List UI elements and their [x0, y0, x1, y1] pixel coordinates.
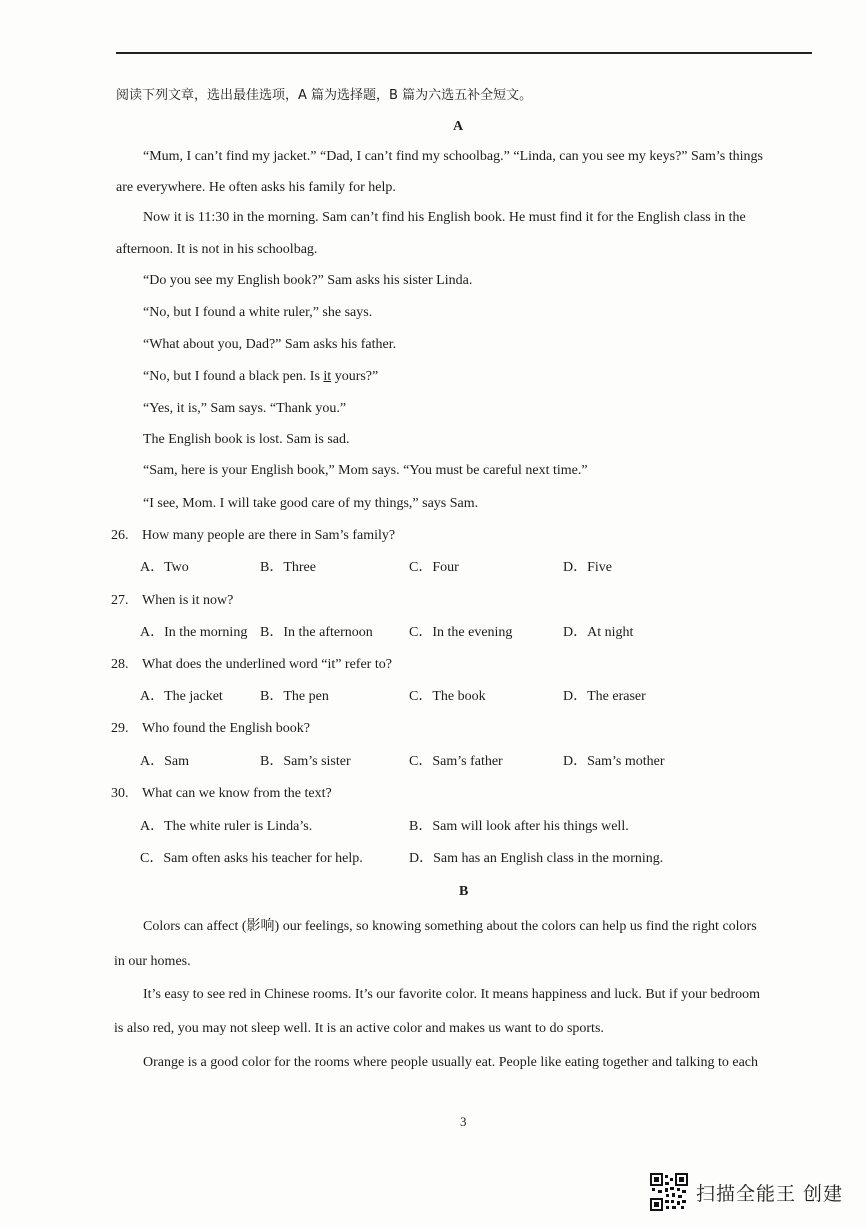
passage-b-line: It’s easy to see red in Chinese rooms. It’s our favorite color. It means happiness and luck. But if your bedroom: [143, 987, 761, 1002]
option-a: A．Sam: [140, 754, 189, 769]
passage-a-line: “Sam, here is your English book,” Mom says. “You must be careful next time.”: [143, 463, 588, 478]
option-d: D．Sam’s mother: [563, 754, 665, 769]
option-a: A．The white ruler is Linda’s.: [140, 819, 313, 834]
passage-b-line: is also red, you may not sleep well. It is an active color and makes us want to do sports.: [114, 1021, 604, 1036]
option-d: D．Five: [563, 560, 612, 575]
reading-instruction: 阅读下列文章，选出最佳选项，A 篇为选择题，B 篇为六选五补全短文。: [116, 88, 533, 103]
option-c: C．The book: [409, 689, 486, 704]
question-number: 26.: [111, 528, 129, 543]
option-b: B．The pen: [260, 689, 329, 704]
passage-b-line: in our homes.: [114, 954, 191, 969]
passage-a-line: “No, but I found a white ruler,” she says.: [143, 305, 373, 320]
page-number: 3: [460, 1114, 467, 1129]
question-text: What does the underlined word “it” refer to?: [142, 657, 392, 672]
option-d: D．At night: [563, 625, 634, 640]
option-c: C．Sam’s father: [409, 754, 503, 769]
option-d: D．Sam has an English class in the morning.: [409, 851, 664, 866]
passage-a-line: Now it is 11:30 in the morning. Sam can’t find his English book. He must find it for the English class in the: [143, 210, 746, 225]
passage-a-line: The English book is lost. Sam is sad.: [143, 432, 350, 447]
question-text: How many people are there in Sam’s family?: [142, 528, 396, 543]
option-c: C．In the evening: [409, 625, 513, 640]
scanner-watermark: [650, 1172, 843, 1212]
passage-b-line: Orange is a good color for the rooms where people usually eat. People like eating together and talking to each: [143, 1055, 759, 1070]
section-b-label: B: [459, 884, 469, 899]
option-b: B．Sam’s sister: [260, 754, 351, 769]
option-c: C．Sam often asks his teacher for help.: [140, 851, 363, 866]
question-number: 29.: [111, 721, 129, 736]
option-b: B．Three: [260, 560, 316, 575]
question-text: Who found the English book?: [142, 721, 310, 736]
passage-a-line: “Yes, it is,” Sam says. “Thank you.”: [143, 401, 347, 416]
passage-a-line-underlined-it: “No, but I found a black pen. Is it yours?”: [143, 369, 379, 384]
question-text: When is it now?: [142, 593, 234, 608]
question-text: What can we know from the text?: [142, 786, 332, 801]
option-a: A．The jacket: [140, 689, 223, 704]
passage-a-line: “Do you see my English book?” Sam asks his sister Linda.: [143, 273, 473, 288]
question-number: 27.: [111, 593, 129, 608]
option-b: B．In the afternoon: [260, 625, 373, 640]
option-c: C．Four: [409, 560, 459, 575]
passage-a-line: “I see, Mom. I will take good care of my things,” says Sam.: [143, 496, 479, 511]
question-number: 28.: [111, 657, 129, 672]
passage-a-line: “Mum, I can’t find my jacket.” “Dad, I can’t find my schoolbag.” “Linda, can you see my keys?” Sam’s things: [143, 149, 763, 164]
header-rule: [116, 52, 812, 54]
option-a: A．In the morning: [140, 625, 248, 640]
option-b: B．Sam will look after his things well.: [409, 819, 629, 834]
passage-a-line: “What about you, Dad?” Sam asks his father.: [143, 337, 397, 352]
option-a: A．Two: [140, 560, 189, 575]
qr-code-icon: [650, 1173, 688, 1211]
passage-a-line: are everywhere. He often asks his family for help.: [116, 180, 396, 195]
passage-a-line: afternoon. It is not in his schoolbag.: [116, 242, 318, 257]
scanner-label: 扫描全能王 创建: [696, 1182, 844, 1205]
option-d: D．The eraser: [563, 689, 646, 704]
question-number: 30.: [111, 786, 129, 801]
section-a-label: A: [453, 119, 464, 134]
passage-b-line: Colors can affect (影响) our feelings, so knowing something about the colors can help us find the right colors: [143, 919, 757, 934]
